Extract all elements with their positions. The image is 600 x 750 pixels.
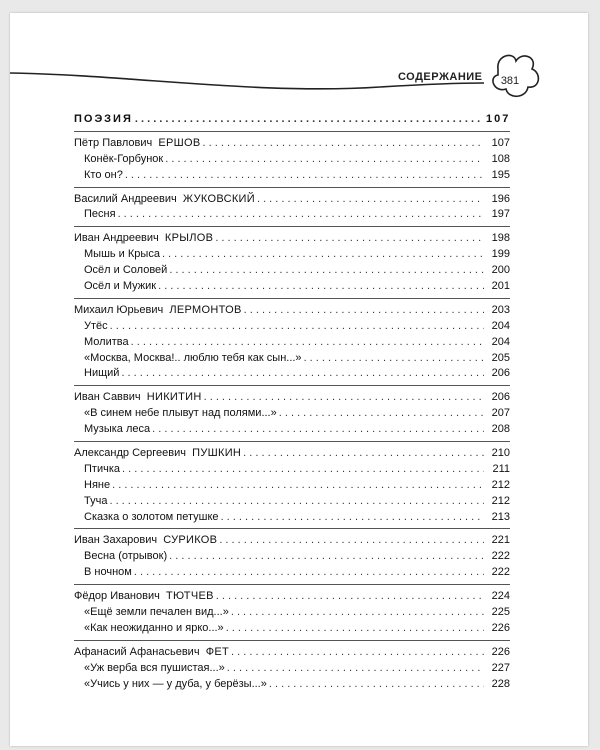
table-of-contents	[74, 112, 510, 693]
poem-title: «Москва, Москва!.. люблю тебя как сын...»	[84, 351, 302, 364]
leader-dots	[219, 533, 484, 549]
poem-title: Кто он?	[84, 168, 123, 181]
poem-title: В ночном	[84, 566, 132, 579]
leader-dots	[109, 494, 484, 510]
leader-dots	[122, 462, 484, 478]
author-divider	[74, 187, 510, 188]
leader-dots	[216, 589, 484, 605]
author-divider	[74, 385, 510, 386]
poem-page: 222	[491, 566, 510, 579]
author-name	[74, 645, 229, 661]
leader-dots	[243, 446, 484, 462]
header-title: СОДЕРЖАНИЕ	[398, 71, 483, 83]
author-divider	[74, 640, 510, 641]
toc-poem-row[interactable]	[74, 263, 510, 279]
poem-page: 208	[491, 423, 510, 436]
toc-poem-row[interactable]	[74, 406, 510, 422]
author-first-name: Михаил Юрьевич	[74, 303, 164, 316]
poem-title: Весна (отрывок)	[84, 550, 168, 563]
author-surname: ЖУКОВСКИЙ	[182, 192, 255, 205]
poem-page: 200	[491, 264, 510, 277]
leader-dots	[169, 263, 484, 279]
toc-poem-row[interactable]	[74, 422, 510, 438]
leader-dots	[165, 152, 484, 168]
author-surname: ПУШКИН	[192, 447, 242, 460]
section-label: ПОЭЗИЯ	[74, 113, 133, 125]
leader-dots	[279, 406, 484, 422]
toc-poem-row[interactable]	[74, 335, 510, 351]
poem-page: 212	[491, 494, 510, 507]
toc-author-row[interactable]	[74, 136, 510, 152]
author-first-name: Иван Захарович	[74, 534, 158, 547]
toc-poem-row[interactable]	[74, 279, 510, 295]
author-name	[74, 136, 201, 152]
poem-page: 204	[491, 319, 510, 332]
leader-dots	[169, 549, 484, 565]
author-name	[74, 231, 213, 247]
author-surname: ЕРШОВ	[158, 136, 201, 149]
poem-title: «В синем небе плывут над полями...»	[84, 407, 277, 420]
author-divider	[74, 226, 510, 227]
toc-author-row[interactable]	[74, 533, 510, 549]
leader-dots	[221, 510, 484, 526]
toc-poem-row[interactable]	[74, 207, 510, 223]
toc-author-row[interactable]	[74, 390, 510, 406]
poem-title: Песня	[84, 208, 116, 221]
leader-dots	[162, 247, 484, 263]
author-page: 196	[491, 192, 510, 205]
toc-author-row[interactable]	[74, 192, 510, 208]
poem-page: 206	[491, 367, 510, 380]
toc-poem-row[interactable]	[74, 462, 510, 478]
toc-author-row[interactable]	[74, 303, 510, 319]
author-name	[74, 533, 217, 549]
author-divider	[74, 584, 510, 585]
toc-poem-row[interactable]	[74, 510, 510, 526]
poem-page: 108	[491, 152, 510, 165]
author-name	[74, 390, 202, 406]
toc-poem-row[interactable]	[74, 661, 510, 677]
poem-page: 222	[491, 550, 510, 563]
leader-dots	[131, 335, 484, 351]
toc-poem-row[interactable]	[74, 494, 510, 510]
leader-dots	[257, 192, 484, 208]
poem-page: 227	[491, 661, 510, 674]
toc-poem-row[interactable]	[74, 677, 510, 693]
author-name	[74, 589, 214, 605]
leader-dots	[152, 422, 484, 438]
poem-page: 228	[491, 677, 510, 690]
book-page	[10, 13, 588, 746]
toc-poem-row[interactable]	[74, 247, 510, 263]
toc-author-row[interactable]	[74, 645, 510, 661]
leader-dots	[125, 168, 484, 184]
author-first-name: Иван Андреевич	[74, 232, 159, 245]
poem-title: Осёл и Соловей	[84, 264, 168, 277]
author-page: 210	[491, 447, 510, 460]
poem-title: Осёл и Мужик	[84, 280, 157, 293]
author-divider	[74, 528, 510, 529]
author-first-name: Василий Андреевич	[74, 192, 177, 205]
toc-poem-row[interactable]	[74, 351, 510, 367]
toc-poem-row[interactable]	[74, 565, 510, 581]
author-surname: СУРИКОВ	[163, 534, 218, 547]
leader-dots	[158, 279, 484, 295]
poem-page: 207	[491, 407, 510, 420]
author-surname: КРЫЛОВ	[164, 232, 214, 245]
author-first-name: Пётр Павлович	[74, 136, 153, 149]
author-surname: НИКИТИН	[146, 391, 202, 404]
poem-page: 225	[491, 606, 510, 619]
poem-page: 212	[491, 478, 510, 491]
leader-dots	[121, 366, 484, 382]
leader-dots	[244, 303, 484, 319]
poem-title: «Уж верба вся пушистая...»	[84, 661, 225, 674]
author-name	[74, 446, 241, 462]
poem-page: 226	[491, 621, 510, 634]
poem-page: 197	[491, 208, 510, 221]
toc-poem-row[interactable]	[74, 605, 510, 621]
leader-dots	[203, 136, 484, 152]
leader-dots	[215, 231, 484, 247]
author-surname: ТЮТЧЕВ	[165, 590, 214, 603]
leader-dots	[204, 390, 484, 406]
poem-page: 205	[491, 351, 510, 364]
author-divider	[74, 441, 510, 442]
leader-dots	[226, 621, 484, 637]
poem-title: Утёс	[84, 319, 108, 332]
leader-dots	[231, 645, 484, 661]
author-divider	[74, 131, 510, 132]
author-page: 224	[491, 590, 510, 603]
toc-poem-row[interactable]	[74, 621, 510, 637]
poem-title: Птичка	[84, 462, 120, 475]
toc-section-row[interactable]	[74, 112, 510, 128]
author-name	[74, 192, 255, 208]
author-surname: ФЕТ	[205, 645, 230, 658]
leader-dots	[110, 319, 484, 335]
toc-author-row[interactable]	[74, 446, 510, 462]
poem-page: 211	[492, 462, 510, 475]
leader-dots	[269, 677, 484, 693]
poem-page: 204	[491, 335, 510, 348]
author-page: 226	[491, 645, 510, 658]
author-first-name: Фёдор Иванович	[74, 590, 160, 603]
leader-dots	[118, 207, 484, 223]
author-surname: ЛЕРМОНТОВ	[169, 303, 242, 316]
toc-author-row[interactable]	[74, 231, 510, 247]
author-first-name: Афанасий Афанасьевич	[74, 645, 200, 658]
author-name	[74, 303, 242, 319]
author-first-name: Иван Саввич	[74, 391, 141, 404]
author-page: 221	[491, 534, 510, 547]
toc-poem-row[interactable]	[74, 549, 510, 565]
poem-title: Няне	[84, 478, 111, 491]
poem-title: Туча	[84, 494, 108, 507]
poem-title: Нищий	[84, 367, 120, 380]
toc-poem-row[interactable]	[74, 319, 510, 335]
leader-dots	[304, 351, 484, 367]
poem-title: Молитва	[84, 335, 129, 348]
poem-title: Музыка леса	[84, 423, 151, 436]
author-page: 206	[491, 391, 510, 404]
author-divider	[74, 298, 510, 299]
poem-title: «Учись у них — у дуба, у берёзы...»	[84, 677, 267, 690]
leader-dots	[134, 565, 484, 581]
poem-page: 213	[491, 510, 510, 523]
leader-dots	[231, 605, 484, 621]
toc-poem-row[interactable]	[74, 366, 510, 382]
leader-dots	[112, 478, 484, 494]
poem-title: Сказка о золотом петушке	[84, 510, 219, 523]
poem-page: 199	[491, 248, 510, 261]
toc-poem-row[interactable]	[74, 478, 510, 494]
author-page: 203	[491, 303, 510, 316]
leader-dots	[227, 661, 484, 677]
page-number: 381	[500, 75, 520, 87]
poem-title: «Ещё земли печален вид...»	[84, 606, 229, 619]
leader-dots	[135, 112, 484, 128]
author-first-name: Александр Сергеевич	[74, 447, 186, 460]
toc-poem-row[interactable]	[74, 168, 510, 184]
poem-title: Мышь и Крыса	[84, 248, 160, 261]
toc-author-row[interactable]	[74, 589, 510, 605]
poem-title: Конёк-Горбунок	[84, 152, 164, 165]
author-page: 198	[491, 232, 510, 245]
poem-title: «Как неожиданно и ярко...»	[84, 621, 224, 634]
poem-page: 201	[491, 280, 510, 293]
toc-poem-row[interactable]	[74, 152, 510, 168]
author-page: 107	[491, 136, 510, 149]
section-page: 107	[486, 113, 511, 125]
poem-page: 195	[491, 168, 510, 181]
